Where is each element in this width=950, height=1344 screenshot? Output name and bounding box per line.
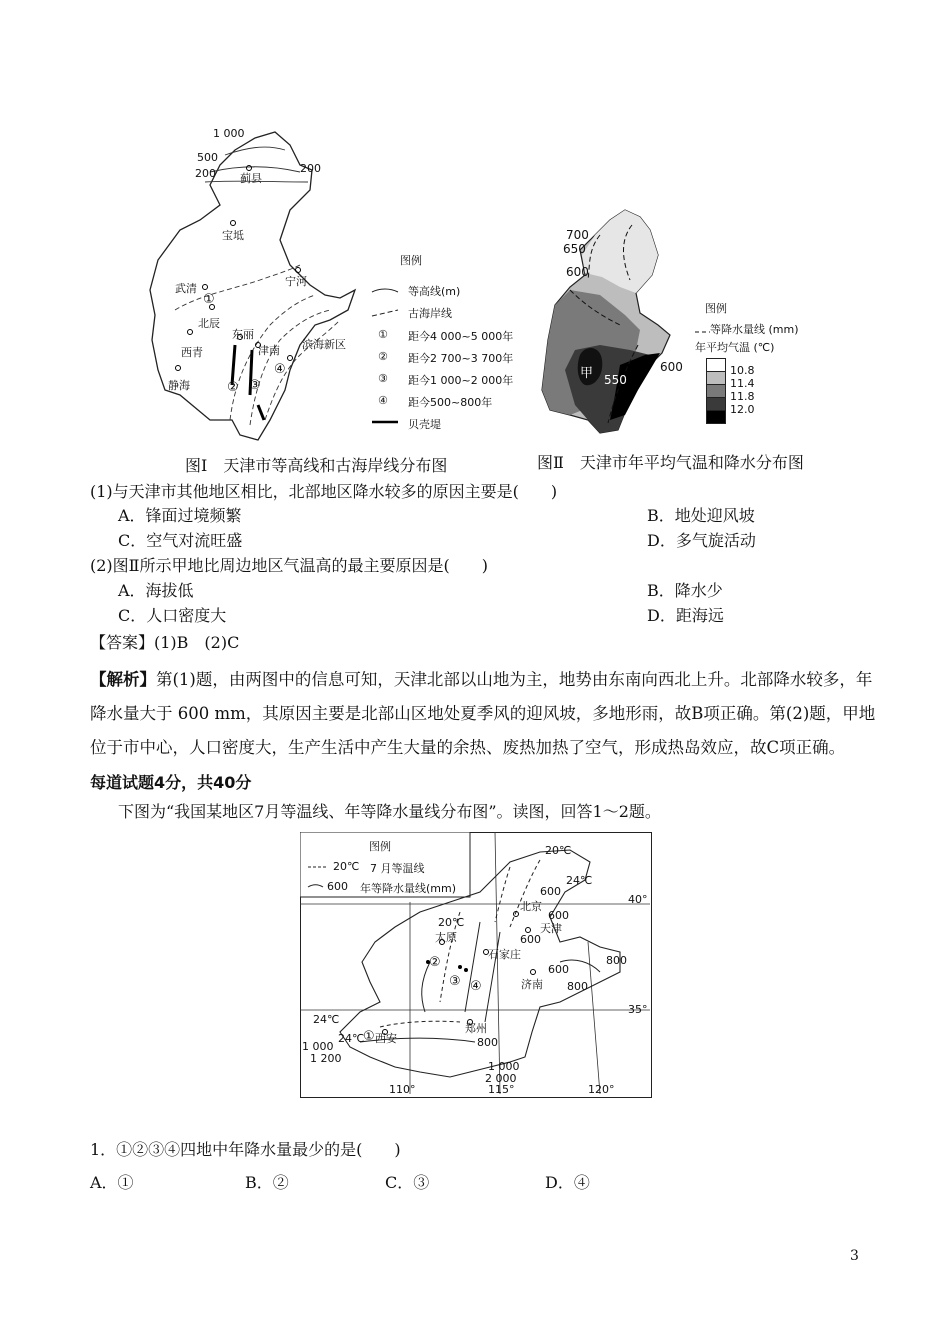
temp-value-3: 11.8: [730, 390, 755, 403]
fig1-legend-shell: 贝壳堤: [408, 418, 441, 431]
q3-option-b: B．②: [245, 1173, 289, 1192]
fig2-iso-600-east: 600: [660, 360, 683, 374]
place-dongli: 东丽: [232, 328, 254, 341]
q3-stem: 1．①②③④四地中年降水量最少的是( ): [90, 1140, 401, 1159]
intro: 下图为“我国某地区7月等温线、年等降水量线分布图”。读图，回答1～2题。: [118, 802, 661, 821]
fig2-legend-temp: 年平均气温 (℃): [695, 341, 775, 354]
val-24c-inner: 24℃: [338, 1032, 365, 1045]
shell-ridge-1: [232, 345, 235, 385]
fig3-legend-pre-value: 600: [327, 880, 348, 893]
fig3-legend-iso-text: 7 月等温线: [370, 862, 425, 875]
fig2-jia-label: 甲: [580, 366, 594, 381]
val-600-1: 600: [540, 885, 561, 898]
q1-option-c: C．空气对流旺盛: [118, 531, 243, 550]
fig3-legend-pre-text: 年等降水量线(mm): [360, 882, 457, 895]
city-shijiazhuang: 石家庄: [488, 948, 521, 961]
fig1-mark-4: ④: [274, 362, 286, 377]
val-1200: 1 200: [310, 1052, 342, 1065]
fig2-legend-title: 图例: [705, 302, 727, 315]
temp-swatch-1: [706, 358, 726, 372]
city-taiyuan: 太原: [435, 931, 457, 944]
temp-value-2: 11.4: [730, 377, 755, 390]
val-24c-sw: 24℃: [313, 1013, 340, 1026]
q1-option-b: B．地处迎风坡: [647, 506, 755, 525]
fig2-iso-700: 700: [566, 228, 589, 242]
place-binhai: 滨海新区: [302, 338, 346, 351]
lat-35: 35°: [628, 1003, 648, 1016]
place-jinnan: 津南: [258, 344, 280, 357]
lon-120: 120°: [588, 1083, 615, 1096]
city-zhengzhou: 郑州: [465, 1022, 487, 1035]
fig1-legend-2: 距今2 700~3 700年: [408, 352, 514, 365]
place-ninghe: 宁河: [285, 275, 307, 288]
val-1000-sw: 1 000: [302, 1040, 334, 1053]
val-20c-ne: 20℃: [545, 844, 572, 857]
city-beijing: 北京: [520, 900, 542, 913]
temp-value-4: 12.0: [730, 403, 755, 416]
lon-115: 115°: [488, 1083, 515, 1096]
fig1-legend-coast: 古海岸线: [408, 307, 452, 320]
temp-swatch-3: [706, 384, 726, 398]
val-800-3: 800: [477, 1036, 498, 1049]
val-600-3: 600: [520, 933, 541, 946]
fig1-mark-1: ①: [203, 292, 215, 307]
place-jinghai: 静海: [168, 379, 190, 392]
q3-option-c: C．③: [385, 1173, 430, 1192]
fig1-legend-sym-2: ②: [378, 350, 388, 363]
place-baodi: 宝坻: [222, 229, 244, 242]
shell-ridge-3: [258, 405, 264, 420]
city-jinan: 济南: [521, 978, 543, 991]
q1-stem: (1)与天津市其他地区相比，北部地区降水较多的原因主要是( ): [90, 482, 558, 501]
place-xiqing: 西青: [181, 346, 203, 359]
fig3-mark-2: ②: [429, 955, 441, 970]
fig1-legend-3: 距今1 000~2 000年: [408, 374, 514, 387]
temp-swatch-2: [706, 371, 726, 385]
val-24c-ne: 24℃: [566, 874, 593, 887]
contour-label-200-west: 200: [195, 167, 216, 180]
q1-option-a: A．锋面过境频繁: [118, 506, 242, 525]
fig3-legend-title: 图例: [369, 840, 391, 853]
temp-swatch-5: [706, 410, 726, 424]
lat-40: 40°: [628, 893, 648, 906]
lon-110: 110°: [389, 1083, 416, 1096]
fig2-iso-550: 550: [604, 373, 627, 387]
analysis-text: 第(1)题，由两图中的信息可知，天津北部以山地为主，地势由东南向西北上升。北部降水较多，年降水量大于 600 mm，其原因主要是北部山区地处夏季风的迎风坡，多地形雨，故B项正确。第(2)题，甲地位于市中心，人口密度大，生产生活中产生大量的余热、废热加热了空气，形成热岛效应，故C项正确。: [90, 670, 876, 757]
fig3-mark-1: ①: [363, 1029, 375, 1044]
q2-stem: (2)图Ⅱ所示甲地比周边地区气温高的最主要原因是( ): [90, 556, 489, 575]
fig1-mark-2: ②: [227, 380, 239, 395]
val-20c-mid: 20℃: [438, 916, 465, 929]
fig2-iso-650: 650: [563, 242, 586, 256]
q3-option-d: D．④: [545, 1173, 590, 1192]
val-600-2: 600: [548, 909, 569, 922]
q2-option-b: B．降水少: [647, 581, 723, 600]
fig2-caption: 图Ⅱ 天津市年平均气温和降水分布图: [537, 453, 804, 472]
city-xian: 西安: [375, 1032, 397, 1045]
q1-option-d: D．多气旋活动: [647, 531, 756, 550]
val-2000: 2 000: [485, 1072, 517, 1085]
temp-swatch-4: [706, 397, 726, 411]
contour-label-1000: 1 000: [213, 127, 245, 140]
fig1-legend-1: 距今4 000~5 000年: [408, 330, 514, 343]
place-jixian: 蓟县: [240, 172, 262, 185]
temp-value-1: 10.8: [730, 364, 755, 377]
fig2-legend-line: 等降水量线 (mm): [710, 323, 799, 336]
answer: 【答案】(1)B (2)C: [90, 633, 240, 652]
fig1-legend-contour: 等高线(m): [408, 285, 461, 298]
place-beichen: 北辰: [198, 317, 220, 330]
analysis-label: 【解析】: [90, 670, 156, 689]
fig3-mark-4: ④: [470, 979, 482, 994]
fig1-legend-title: 图例: [400, 254, 422, 267]
fig1-legend-4: 距今500~800年: [408, 396, 493, 409]
fig1-mark-3: ③: [249, 378, 261, 393]
val-600-4: 600: [548, 963, 569, 976]
place-wuqing: 武清: [175, 282, 197, 295]
section-title: 每道试题4分，共40分: [90, 773, 252, 792]
fig1-legend-sym-3: ③: [378, 372, 388, 385]
contour-label-200-east: 200: [300, 162, 321, 175]
city-tianjin: 天津: [540, 922, 562, 935]
analysis: [90, 663, 880, 765]
fig2-iso-600-north: 600: [566, 265, 589, 279]
fig1-legend-sym-4: ④: [378, 394, 388, 407]
val-1000-s: 1 000: [488, 1060, 520, 1073]
val-800-2: 800: [567, 980, 588, 993]
contour-label-500: 500: [197, 151, 218, 164]
fig1-caption: 图Ⅰ 天津市等高线和古海岸线分布图: [185, 456, 448, 475]
fig3-legend-iso-value: 20℃: [333, 860, 360, 873]
val-800-1: 800: [606, 954, 627, 967]
fig1-legend-sym-1: ①: [378, 328, 388, 341]
fig3-mark-3: ③: [449, 974, 461, 989]
q2-option-a: A．海拔低: [118, 581, 194, 600]
q3-option-a: A．①: [90, 1173, 134, 1192]
q2-option-d: D．距海远: [647, 606, 724, 625]
page-number: 3: [850, 1248, 859, 1264]
q2-option-c: C．人口密度大: [118, 606, 227, 625]
